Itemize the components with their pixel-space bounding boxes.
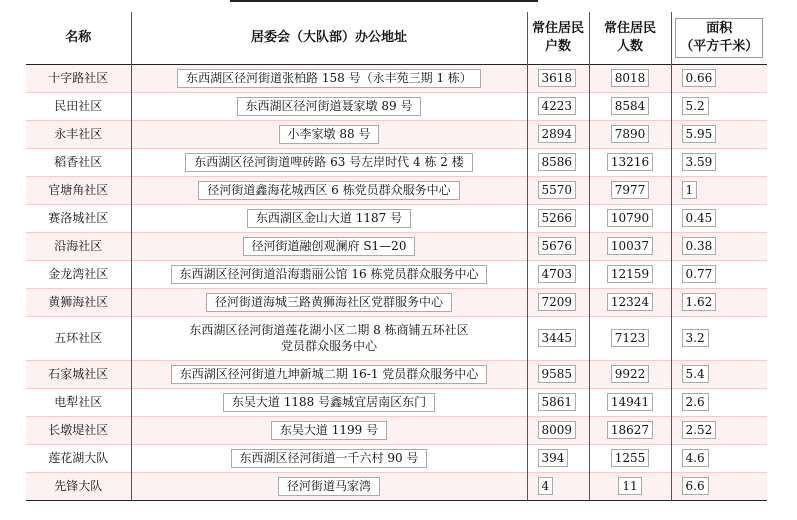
table-row — [26, 232, 767, 260]
cell-population — [589, 120, 671, 148]
cell-area — [671, 316, 767, 360]
cell-name: 十字路社区 — [26, 64, 131, 92]
area-box: 3.2 — [682, 329, 709, 347]
population-box: 18627 — [607, 421, 653, 439]
address-box: 径河街道鑫海花城西区 6 栋党员群众服务中心 — [198, 181, 459, 200]
cell-address — [131, 472, 527, 500]
table-row — [26, 444, 767, 472]
col-header-population — [589, 12, 671, 64]
cell-population — [589, 360, 671, 388]
population-box: 10037 — [607, 237, 653, 255]
area-box: 2.6 — [682, 393, 709, 411]
col-header-area-box — [675, 18, 763, 58]
table-row — [26, 360, 767, 388]
cell-address — [131, 260, 527, 288]
cell-households — [527, 316, 589, 360]
cell-name: 莲花湖大队 — [26, 444, 131, 472]
cell-address — [131, 120, 527, 148]
address-line-2: 党员群众服务中心 — [280, 339, 377, 353]
area-box: 0.66 — [682, 69, 717, 87]
cell-address — [131, 444, 527, 472]
households-box: 5266 — [538, 209, 577, 227]
population-box: 7890 — [611, 125, 650, 143]
cell-address — [131, 388, 527, 416]
population-box: 1255 — [611, 449, 650, 467]
cell-area — [671, 260, 767, 288]
cell-households — [527, 176, 589, 204]
cell-address — [131, 64, 527, 92]
top-rule — [230, 0, 538, 2]
col-header-address-text: 居委会（大队部）办公地址 — [250, 29, 407, 45]
address-box: 东西湖区径河街道一千六村 90 号 — [231, 449, 428, 468]
address-box: 径河街道海城三路黄狮海社区党群服务中心 — [206, 293, 452, 312]
col-header-area-line2: （平方千米） — [680, 38, 759, 54]
area-box: 4.6 — [682, 449, 709, 467]
cell-population — [589, 64, 671, 92]
cell-address — [131, 288, 527, 316]
area-box: 5.2 — [682, 97, 709, 115]
area-box: 3.59 — [682, 153, 717, 171]
households-box: 7209 — [538, 293, 577, 311]
table-row — [26, 316, 767, 360]
cell-name: 电犁社区 — [26, 388, 131, 416]
cell-area — [671, 360, 767, 388]
area-box: 6.6 — [682, 477, 709, 495]
col-header-address — [131, 12, 527, 64]
cell-population — [589, 148, 671, 176]
cell-households — [527, 472, 589, 500]
col-header-area — [671, 12, 767, 64]
address-box: 径河街道马家湾 — [278, 477, 380, 496]
cell-address — [131, 148, 527, 176]
area-box: 1 — [682, 181, 698, 199]
population-box: 11 — [618, 477, 641, 495]
households-box: 8009 — [538, 421, 577, 439]
address-box: 径河街道融创观澜府 S1—20 — [243, 237, 416, 256]
table-row — [26, 260, 767, 288]
cell-area — [671, 148, 767, 176]
cell-name: 黄狮海社区 — [26, 288, 131, 316]
households-box: 8586 — [538, 153, 577, 171]
col-header-area-line1: 面积 — [706, 20, 733, 36]
table-row — [26, 472, 767, 500]
header-row — [26, 12, 767, 64]
population-box: 12324 — [607, 293, 653, 311]
cell-households — [527, 204, 589, 232]
cell-name: 石家城社区 — [26, 360, 131, 388]
area-box: 5.95 — [682, 125, 717, 143]
cell-name: 金龙湾社区 — [26, 260, 131, 288]
cell-area — [671, 388, 767, 416]
cell-population — [589, 316, 671, 360]
cell-households — [527, 232, 589, 260]
population-box: 7977 — [611, 181, 650, 199]
cell-population — [589, 92, 671, 120]
cell-population — [589, 416, 671, 444]
cell-area — [671, 288, 767, 316]
cell-address — [131, 176, 527, 204]
households-box: 2894 — [538, 125, 577, 143]
table-row — [26, 64, 767, 92]
table-row — [26, 388, 767, 416]
households-box: 4 — [538, 477, 554, 495]
households-box: 3618 — [538, 69, 577, 87]
cell-area — [671, 64, 767, 92]
address-box: 东西湖区径河街道九坤新城二期 16-1 党员群众服务中心 — [171, 365, 488, 384]
table-row — [26, 204, 767, 232]
cell-address — [131, 204, 527, 232]
area-box: 5.4 — [682, 365, 709, 383]
cell-households — [527, 148, 589, 176]
area-box: 2.52 — [682, 421, 717, 439]
address-box: 东西湖区径河街道沿海翡丽公馆 16 栋党员群众服务中心 — [171, 265, 488, 284]
cell-name: 沿海社区 — [26, 232, 131, 260]
population-box: 12159 — [607, 265, 653, 283]
table-row — [26, 148, 767, 176]
address-box: 东西湖区径河街道啤砖路 63 号左岸时代 4 栋 2 楼 — [185, 153, 472, 172]
households-box: 3445 — [538, 329, 577, 347]
cell-population — [589, 444, 671, 472]
col-header-households — [527, 12, 589, 64]
table-row — [26, 288, 767, 316]
population-box: 8018 — [611, 69, 650, 87]
cell-area — [671, 416, 767, 444]
cell-name: 官塘角社区 — [26, 176, 131, 204]
col-header-households-line2: 户数 — [544, 38, 571, 54]
community-table — [26, 12, 767, 501]
address-box: 小李家墩 88 号 — [279, 125, 380, 144]
col-header-population-line1: 常住居民 — [603, 20, 656, 36]
cell-area — [671, 472, 767, 500]
col-header-name — [26, 12, 131, 64]
table-row — [26, 92, 767, 120]
address-box: 东吴大道 1188 号鑫城宜居南区东门 — [223, 393, 435, 412]
cell-households — [527, 64, 589, 92]
table-row — [26, 176, 767, 204]
population-box: 9922 — [611, 365, 650, 383]
cell-population — [589, 260, 671, 288]
col-header-population-line2: 人数 — [616, 38, 643, 54]
address-box: 东西湖区径河街道聂家墩 89 号 — [237, 97, 422, 116]
population-box: 13216 — [607, 153, 653, 171]
population-box: 7123 — [611, 329, 650, 347]
cell-households — [527, 260, 589, 288]
col-header-name-text: 名称 — [65, 29, 92, 45]
cell-address — [131, 232, 527, 260]
cell-population — [589, 472, 671, 500]
population-box: 8584 — [611, 97, 650, 115]
area-box: 0.77 — [682, 265, 717, 283]
cell-name: 长墩堤社区 — [26, 416, 131, 444]
cell-area — [671, 120, 767, 148]
address-line-1: 东西湖区径河街道莲花湖小区二期 8 栋商铺五环社区 — [189, 323, 469, 337]
cell-population — [589, 176, 671, 204]
address-box: 东西湖区金山大道 1187 号 — [247, 209, 411, 228]
households-box: 5861 — [538, 393, 577, 411]
address-box: 东吴大道 1199 号 — [271, 421, 387, 440]
cell-households — [527, 444, 589, 472]
cell-population — [589, 204, 671, 232]
cell-households — [527, 120, 589, 148]
cell-area — [671, 204, 767, 232]
cell-name: 先锋大队 — [26, 472, 131, 500]
address-box: 东西湖区径河街道张柏路 158 号（永丰苑三期 1 栋） — [177, 69, 481, 88]
cell-population — [589, 388, 671, 416]
cell-name: 五环社区 — [26, 316, 131, 360]
table-row — [26, 120, 767, 148]
cell-households — [527, 416, 589, 444]
cell-area — [671, 232, 767, 260]
cell-address — [131, 92, 527, 120]
population-box: 14941 — [607, 393, 653, 411]
cell-households — [527, 360, 589, 388]
cell-area — [671, 92, 767, 120]
cell-area — [671, 444, 767, 472]
table-row — [26, 416, 767, 444]
households-box: 5676 — [538, 237, 577, 255]
col-header-households-line1: 常住居民 — [531, 20, 584, 36]
area-box: 0.45 — [682, 209, 717, 227]
households-box: 5570 — [538, 181, 577, 199]
cell-area — [671, 176, 767, 204]
cell-address — [131, 416, 527, 444]
cell-address — [131, 316, 527, 360]
households-box: 4223 — [538, 97, 577, 115]
area-box: 0.38 — [682, 237, 717, 255]
cell-name: 稻香社区 — [26, 148, 131, 176]
cell-population — [589, 232, 671, 260]
cell-households — [527, 92, 589, 120]
cell-address — [131, 360, 527, 388]
households-box: 9585 — [538, 365, 577, 383]
cell-name: 永丰社区 — [26, 120, 131, 148]
cell-name: 赛洛城社区 — [26, 204, 131, 232]
households-box: 4703 — [538, 265, 577, 283]
households-box: 394 — [538, 449, 569, 467]
population-box: 10790 — [607, 209, 653, 227]
area-box: 1.62 — [682, 293, 717, 311]
cell-households — [527, 388, 589, 416]
cell-population — [589, 288, 671, 316]
cell-name: 民田社区 — [26, 92, 131, 120]
cell-households — [527, 288, 589, 316]
